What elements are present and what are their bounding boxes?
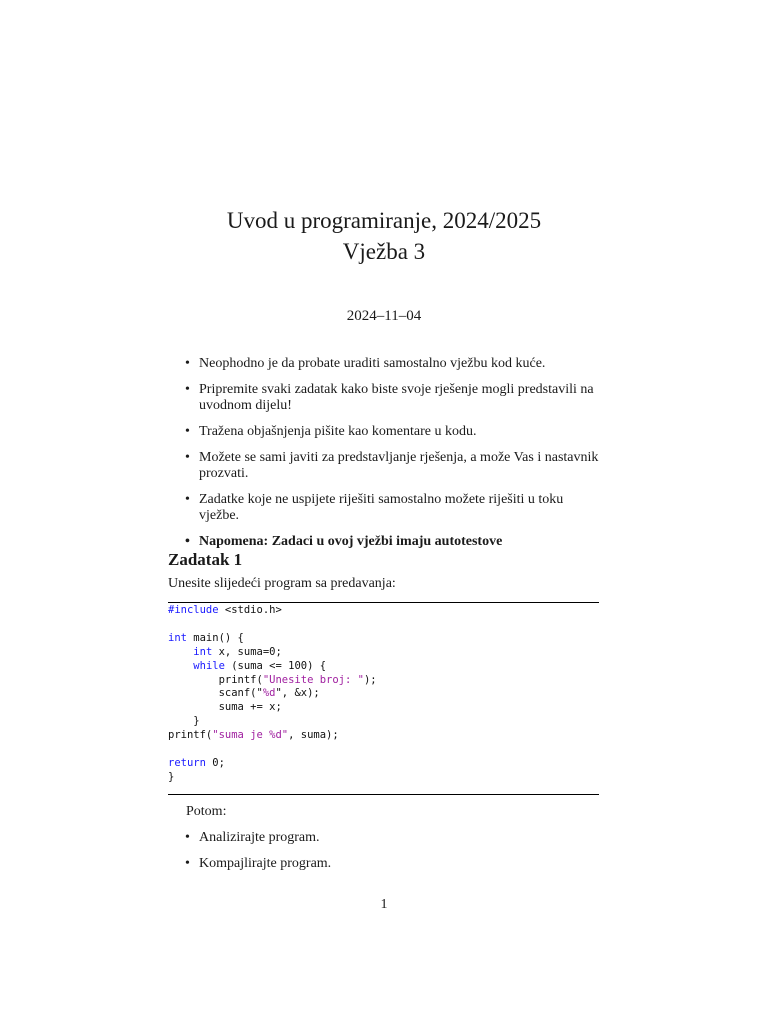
task1-after-label: Potom:: [186, 804, 227, 819]
code-line-8: suma += x;: [168, 701, 282, 714]
code-line-9: }: [168, 715, 200, 728]
code-line-5: while (suma <= 100) {: [193, 659, 327, 672]
task1-step: • Analizirajte program.: [185, 830, 331, 846]
instruction-note: • Napomena: Zadaci u ovoj vježbi imaju autotestove: [185, 534, 600, 550]
document-title: [0, 205, 768, 267]
code-line-13: }: [168, 770, 175, 783]
code-line-4: int x, suma=0;: [193, 645, 282, 658]
instruction-item: • Neophodno je da probate uraditi samostalno vježbu kod kuće.: [185, 356, 600, 372]
instruction-item: • Zadatke koje ne uspijete riješiti samostalno možete riješiti u toku vježbe.: [185, 492, 600, 524]
instruction-item: • Tražena objašnjenja pišite kao komentare u kodu.: [185, 424, 600, 440]
code-line-6: printf("Unesite broj: ");: [168, 673, 377, 686]
title-exercise: Vježba 3: [342, 239, 426, 264]
page-number: 1: [380, 897, 388, 912]
code-line-10: printf("suma je %d", suma);: [168, 729, 339, 742]
code-bottom-rule: [168, 794, 599, 795]
task1-intro: Unesite slijedeći program sa predavanja:: [168, 576, 396, 591]
document-date: 2024–11–04: [346, 308, 422, 324]
code-line-1: #include <stdio.h>: [168, 604, 282, 616]
code-line-3: int main() {: [168, 631, 244, 644]
instruction-item: • Pripremite svaki zadatak kako biste svoje rješenje mogli predstavili na uvodnom dijelu!: [185, 382, 600, 414]
code-top-rule: [168, 602, 599, 603]
task1-steps-list: [185, 830, 331, 882]
code-line-7: scanf("%d", &x);: [168, 687, 320, 700]
task1-title: Zadatak 1: [168, 550, 243, 569]
code-line-12: return 0;: [168, 756, 225, 769]
instructions-list: [185, 356, 600, 560]
task1-step: • Kompajlirajte program.: [185, 856, 331, 872]
instruction-item: • Možete se sami javiti za predstavljanje rješenja, a može Vas i nastavnik prozvati.: [185, 450, 600, 482]
title-course: Uvod u programiranje, 2024/2025: [226, 208, 542, 233]
code-listing: [168, 604, 599, 785]
